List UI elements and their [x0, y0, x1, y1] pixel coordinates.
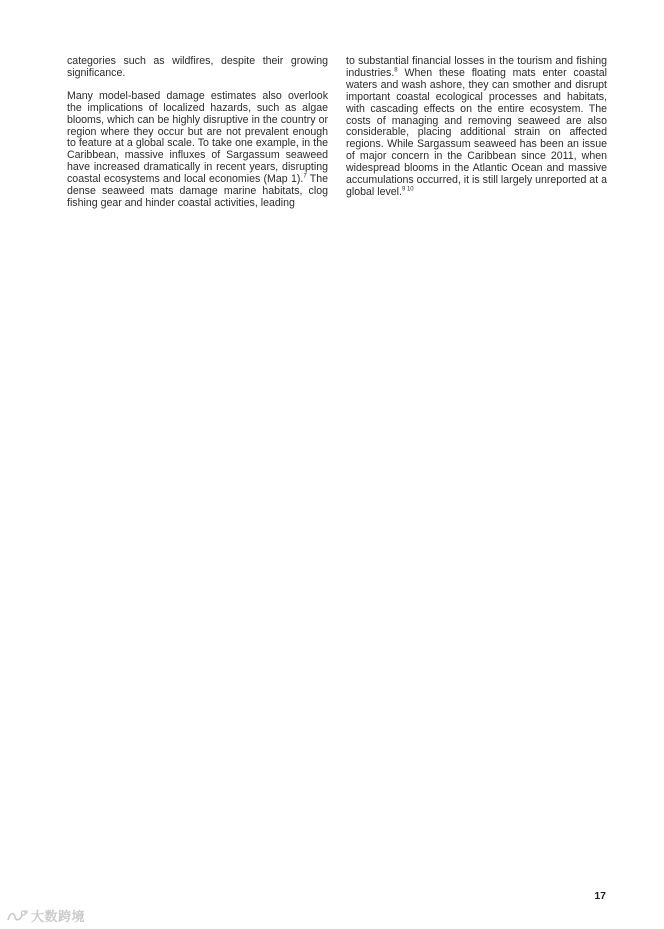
watermark-text: 大数跨境 — [31, 909, 86, 924]
watermark — [6, 906, 85, 925]
paragraph-model-based-text-before: Many model-based damage estimates also overlook the implications of localized hazards, such as algae blooms, which can be highly disruptive in the country or region where they occur but are not prevalent enough to feature at a global scale. To take one example, in the Caribbean, massive influxes of Sargassum seaweed have increased dramatically in recent years, disrupting coastal ecosystems and local economies (Map 1). — [67, 89, 328, 186]
paragraph-model-based-estimates — [67, 91, 328, 210]
watermark-logo-icon — [6, 909, 28, 923]
footnote-ref-8[interactable]: 8 — [394, 67, 398, 74]
paragraph-wildfires — [67, 56, 328, 80]
paragraph-financial-losses-text-b: When these floating mats enter coastal waters and wash ashore, they can smother and disrupt important coastal ecological processes and habitats, with cascading effects on the entire ecosystem. The costs of managing and removing seaweed are also considerable, placing additional strain on affected regions. While Sargassum seaweed has been an issue of major concern in the Caribbean since 2011, when widespread blooms in the Atlantic Ocean and massive accumulations occurred, it is still largely unreported at a global level. — [346, 66, 607, 198]
paragraph-wildfires-text: categories such as wildfires, despite their growing significance. — [67, 55, 328, 79]
footnote-ref-7[interactable]: 7 — [303, 173, 307, 180]
page-number: 17 — [594, 890, 606, 902]
footnote-ref-9-10[interactable]: 9 10 — [401, 186, 414, 193]
left-column — [67, 56, 328, 221]
paragraph-model-based-text-after: The dense seaweed mats damage marine habitats, clog fishing gear and hinder coastal activities, leading — [67, 173, 328, 209]
right-column — [346, 56, 607, 210]
paragraph-financial-losses — [346, 56, 607, 199]
paragraph-financial-losses-text-a: to substantial financial losses in the tourism and fishing industries. — [346, 55, 607, 79]
